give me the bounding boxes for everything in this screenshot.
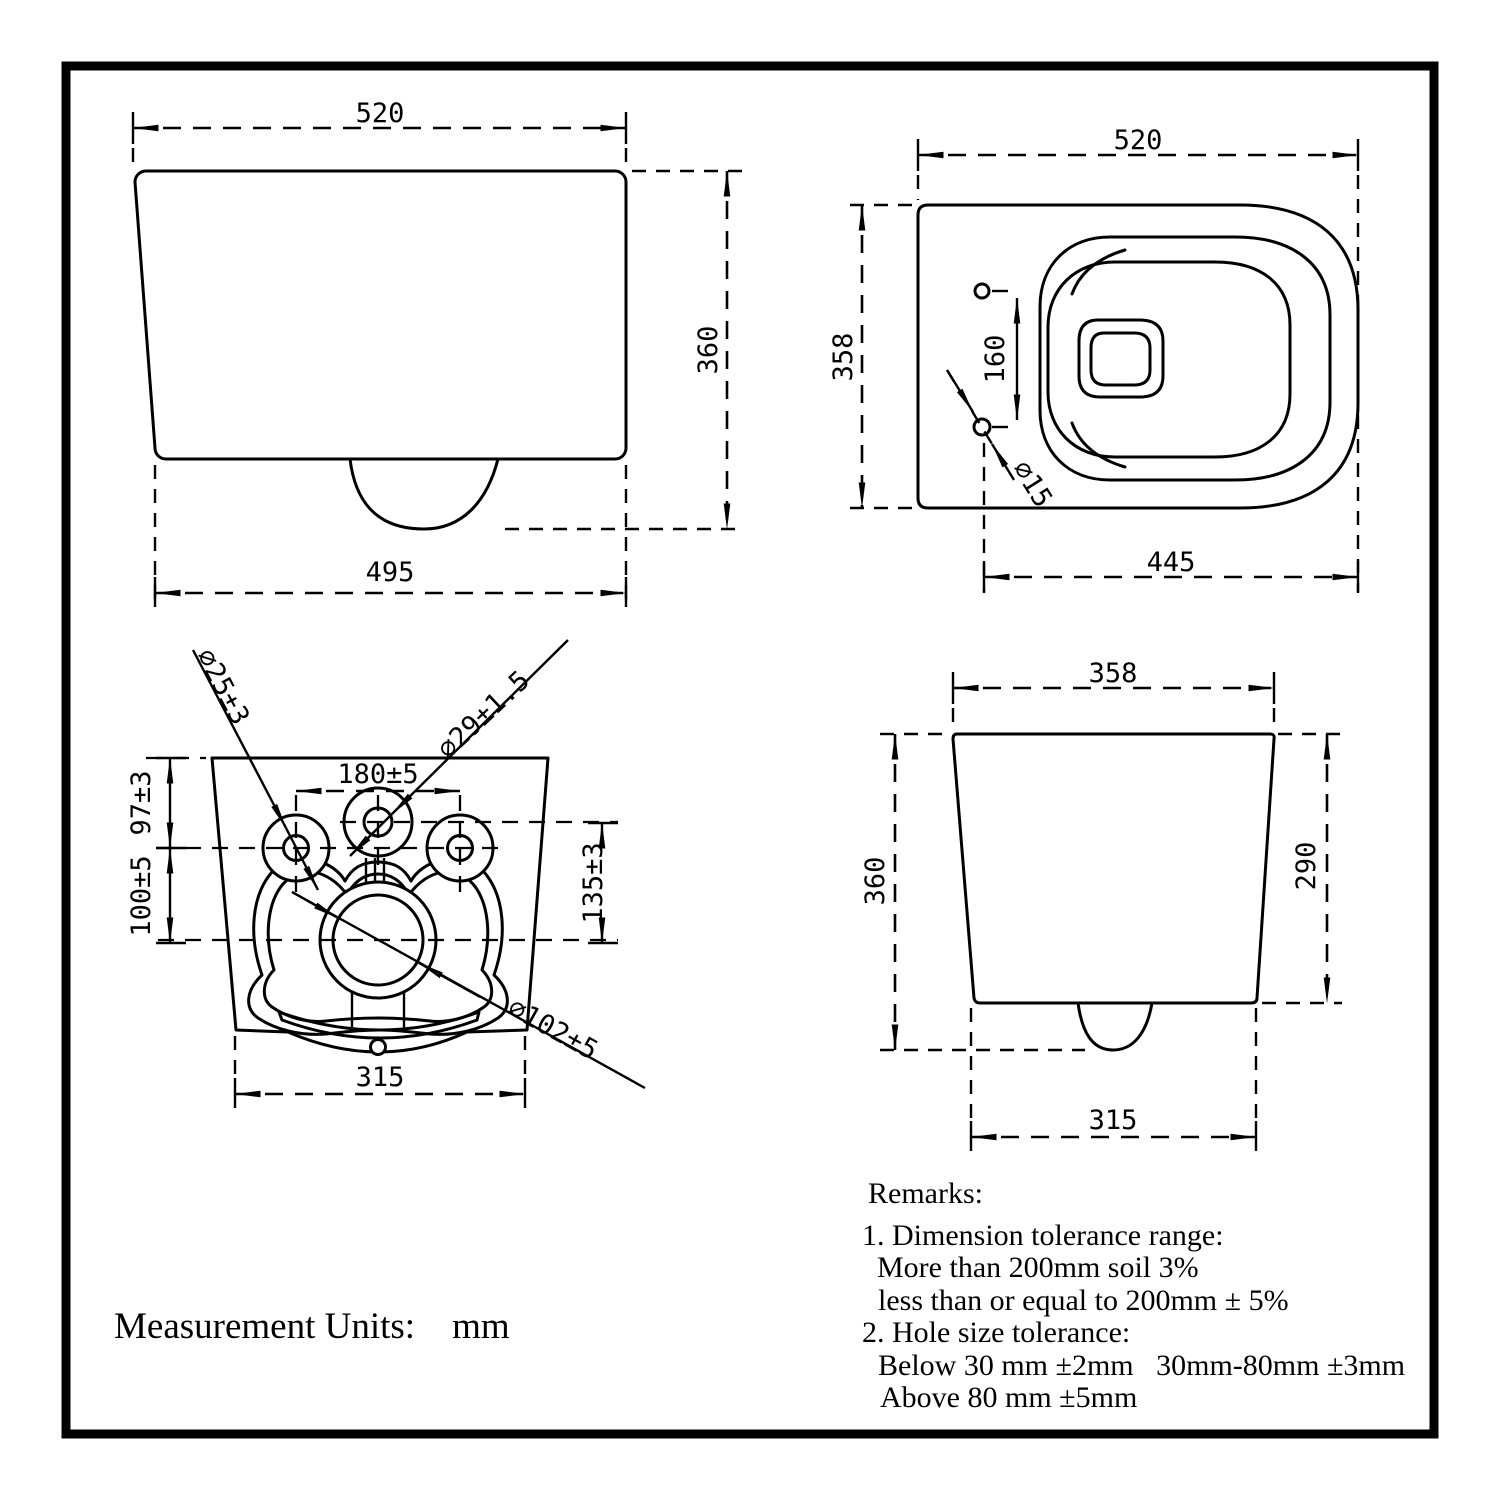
top-view (828, 125, 1358, 593)
top-width-bottom-label: 445 (1146, 547, 1196, 578)
side-width-top-label: 520 (355, 98, 405, 129)
back-outlet-dia-label: ⌀102±5 (502, 992, 603, 1067)
top-view-drain-inner (1091, 333, 1150, 385)
remarks-line-2: More than 200mm soil 3% (877, 1251, 1199, 1284)
back-fixing-dia-label: ⌀25±3 (189, 643, 256, 731)
front-view-body-outline (953, 734, 1274, 1003)
front-view (860, 658, 1342, 1151)
remarks-line-3: less than or equal to 200mm ± 5% (878, 1284, 1289, 1317)
drawing-border (66, 66, 1434, 1434)
top-view-swirl-lower (1072, 423, 1125, 467)
front-height-left-label: 360 (860, 856, 891, 906)
back-fixing-spacing-label: 180±5 (337, 759, 419, 790)
notes (114, 1177, 1405, 1414)
side-width-bottom-label: 495 (365, 557, 415, 588)
top-width-top-label: 520 (1113, 125, 1163, 156)
back-fixing-to-outlet-label: 100±5 (126, 855, 157, 937)
front-width-top-label: 358 (1088, 658, 1138, 689)
units-label: Measurement Units: mm (114, 1306, 510, 1347)
remarks-line-1: 1. Dimension tolerance range: (862, 1219, 1224, 1252)
top-view-fixing-hole-lower (974, 419, 990, 435)
front-height-right-label: 290 (1291, 841, 1322, 891)
top-view-bowl-contour (1048, 262, 1290, 457)
back-width-bottom-label: 315 (355, 1062, 405, 1093)
back-view-bottom-hole (371, 1040, 386, 1055)
front-view-trap-outlet (1078, 1003, 1152, 1050)
front-width-bottom-label: 315 (1088, 1105, 1138, 1136)
top-hole-dia-label: ⌀15 (1006, 455, 1059, 514)
back-view (126, 640, 645, 1108)
top-view-swirl-upper (1072, 250, 1125, 294)
back-inlet-dia-label: ⌀29±1.5 (431, 664, 536, 766)
side-height-label: 360 (693, 325, 724, 375)
side-view (133, 98, 745, 607)
back-top-to-fixing-label: 97±3 (126, 770, 157, 836)
remarks-title: Remarks: (868, 1177, 983, 1210)
top-depth-label: 358 (828, 332, 859, 382)
top-view-fixing-hole-upper (975, 284, 989, 298)
remarks-line-6: Above 80 mm ±5mm (880, 1381, 1138, 1414)
side-view-body-outline (135, 171, 626, 459)
remarks-line-4: 2. Hole size tolerance: (862, 1316, 1131, 1349)
top-hole-spacing-label: 160 (980, 334, 1011, 384)
back-inlet-to-outlet-label: 135±3 (578, 842, 609, 924)
side-view-trap-outlet (350, 459, 498, 529)
remarks-line-5: Below 30 mm ±2mm 30mm-80mm ±3mm (878, 1349, 1406, 1382)
